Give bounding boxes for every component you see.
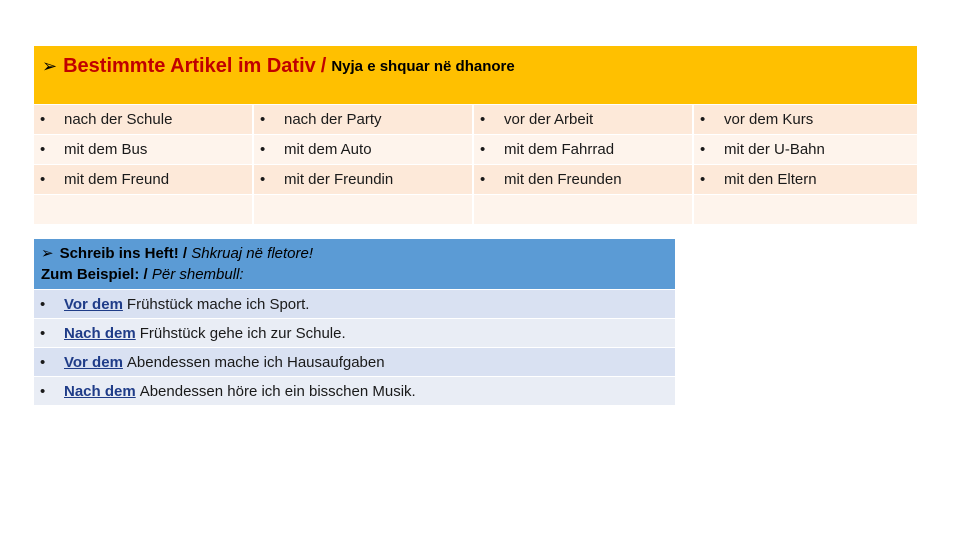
table-cell: • mit dem Fahrrad	[474, 135, 694, 164]
table1-header	[34, 46, 917, 104]
example-label-albanian: Për shembull:	[151, 266, 244, 283]
preposition-phrase: Nach dem	[64, 382, 136, 400]
table1-title-separator: /	[320, 55, 327, 77]
table1-title-german: Bestimmte Artikel im Dativ	[63, 55, 316, 77]
table-row	[34, 164, 917, 194]
sentence-rest: Frühstück gehe ich zur Schule.	[139, 324, 346, 342]
table-cell-empty	[34, 195, 254, 224]
preposition-phrase: Vor dem	[64, 295, 123, 313]
table-cell-empty	[694, 195, 917, 224]
table-cell: • mit dem Bus	[34, 135, 254, 164]
table-cell: • mit der U-Bahn	[700, 141, 825, 158]
preposition-phrase: Nach dem	[64, 324, 136, 342]
table-cell: • vor dem Kurs	[700, 111, 814, 128]
sentence-rest: Frühstück mache ich Sport.	[126, 295, 310, 313]
table-cell: • mit dem Freund	[34, 165, 254, 194]
table-cell-empty	[254, 195, 474, 224]
table-cell: • mit den Eltern	[700, 171, 817, 188]
dativ-articles-table	[34, 46, 917, 224]
instruction-german: Schreib ins Heft! /	[59, 245, 188, 262]
preposition-phrase: Vor dem	[64, 353, 123, 371]
example-label-german: Zum Beispiel: /	[41, 266, 148, 283]
example-line	[41, 264, 675, 285]
table-cell: • vor der Arbeit	[474, 105, 694, 134]
table-cell: • mit dem Auto	[254, 135, 474, 164]
example-sentence: • Vor dem Frühstück mache ich Sport.	[34, 289, 675, 318]
arrow-bullet-icon: ➢	[42, 56, 58, 76]
table-cell-empty	[474, 195, 694, 224]
table-row-empty	[34, 194, 917, 224]
table1-title-albanian: Nyja e shquar në dhanore	[331, 58, 515, 75]
table2-header	[34, 239, 675, 289]
table-cell: • mit der Freundin	[254, 165, 474, 194]
table-cell: • nach der Party	[254, 105, 474, 134]
table-cell: • nach der Schule	[34, 105, 254, 134]
table-row	[34, 134, 917, 164]
sentence-rest: Abendessen höre ich ein bisschen Musik.	[139, 382, 416, 400]
example-sentence: • Vor dem Abendessen mache ich Hausaufgaben	[34, 347, 675, 376]
example-sentence: • Nach dem Abendessen höre ich ein bisschen Musik.	[34, 376, 675, 405]
example-sentence: • Nach dem Frühstück gehe ich zur Schule.	[34, 318, 675, 347]
arrow-bullet-icon: ➢	[41, 245, 54, 262]
instruction-albanian: Shkruaj në fletore!	[191, 245, 314, 262]
table-cell: • mit den Freunden	[474, 165, 694, 194]
sentence-rest: Abendessen mache ich Hausaufgaben	[126, 353, 385, 371]
table-row	[34, 104, 917, 134]
instruction-line	[41, 243, 675, 264]
exercise-table	[34, 239, 675, 405]
